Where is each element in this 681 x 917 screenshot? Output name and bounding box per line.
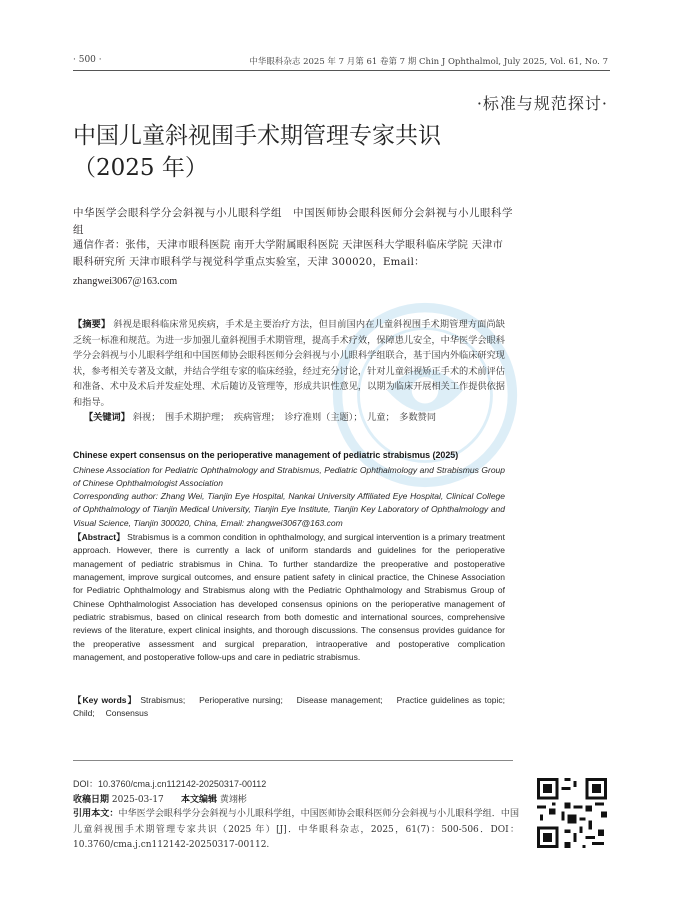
keywords-cn <box>84 409 504 423</box>
qr-code-icon[interactable] <box>534 775 610 851</box>
title-line-1: 中国儿童斜视围手术期管理专家共识 <box>73 123 441 149</box>
received-label: 收稿日期 <box>73 795 110 805</box>
corresponding-author-cn: 通信作者：张伟，天津市眼科医院 南开大学附属眼科医院 天津医科大学眼科临床学院 天津市眼科研究所 天津市眼科学与视觉科学重点实验室，天津 300020，Email： <box>73 240 504 268</box>
citation <box>73 807 519 854</box>
keywords-cn-text: 斜视； 围手术期护理； 疾病管理； 诊疗准则（主题）； 儿童； 多数赞同 <box>132 412 437 423</box>
citation-text: 中华医学会眼科学分会斜视与小儿眼科学组，中国医师协会眼科医师分会斜视与小儿眼科学组．中国儿童斜视围手术期管理专家共识（2025 年）[J]．中华眼科杂志，2025，61(7)：500-506．DOI：10.3760/cma.j.cn112142-20250317-00112. <box>73 809 519 850</box>
received-value: 2025-03-17 <box>111 795 164 805</box>
column-label: ·标准与规范探讨· <box>476 94 608 113</box>
page-number: · 500 · <box>73 55 102 65</box>
english-keywords-label: 【Key words】 <box>73 695 137 705</box>
header-divider <box>73 70 610 71</box>
english-keywords-text: Strabismus; Perioperative nursing; Disease management; Practice guidelines as topic; Child; Consensus <box>73 695 516 719</box>
citation-label: 引用本文： <box>73 809 119 819</box>
title-line-2: （2025 年） <box>73 155 208 181</box>
english-corresponding: Corresponding author: Zhang Wei, Tianjin Eye Hospital, Nankai University Affiliated Eye Hospital, Clinical College of Ophthalmology of Tianjin Medical University, Tianjin Eye Institute, Tianjin Key Laboratory of Ophthalmology and Visual Science, Tianjin 300020, China, Email: zhangwei3067@163.com <box>73 491 505 528</box>
corresponding-email: zhangwei3067@163.com <box>73 276 178 287</box>
english-keywords <box>73 694 516 721</box>
keywords-cn-label: 【关键词】 <box>84 412 130 423</box>
english-abstract <box>73 531 505 664</box>
english-title: Chinese expert consensus on the perioperative management of pediatric strabismus (2025) <box>73 450 459 460</box>
abstract-cn-text: 斜视是眼科临床常见疾病，手术是主要治疗方法，但目前国内在儿童斜视围手术期管理方面尚缺乏统一标准和规范。为进一步加强儿童斜视围手术期管理，提高手术疗效，保障患儿安全，中华医学会眼科学分会斜视与小儿眼科学组和中国医师协会眼科医师分会斜视与小儿眼科学组联合，基于国内外临床研究现状，参考相关专著及文献，并结合学组专家的临床经验，经过充分讨论，针对儿童斜视矫正手术的术前评估和准备、术中及术后并发症处理、术后随访及管理等，形成共识性意见，以期为临床开展相关工作提供依据和指导。 <box>73 319 505 408</box>
article-title <box>73 120 441 184</box>
english-abstract-label: 【Abstract】 <box>73 532 125 542</box>
journal-header: 中华眼科杂志 2025 年 7 月第 61 卷第 7 期 Chin J Ophthalmol, July 2025, Vol. 61, No. 7 <box>249 57 608 67</box>
abstract-cn-label: 【摘要】 <box>73 319 111 330</box>
authors-cn: 中华医学会眼科学分会斜视与小儿眼科学组 中国医师协会眼科医师分会斜视与小儿眼科学组 <box>73 207 513 236</box>
editor-value: 黄翊彬 <box>219 795 247 805</box>
editor-label: 本文编辑 <box>180 795 217 805</box>
footer-divider <box>73 760 513 761</box>
abstract-cn <box>73 317 505 411</box>
english-abstract-text: Strabismus is a common condition in ophthalmology, and surgical intervention is a primary treatment approach. However, there is currently a lack of uniform standards and guidelines for the perioperative management of pediatric strabismus in China. To further standardize the preoperative and postoperative management, improve surgical outcomes, and ensure patient safety in clinical practice, the Chinese Association for Pediatric Ophthalmology and Strabismus along with the Pediatric Ophthalmology and Strabismus Group of Chinese Ophthalmologist Association has developed consensus opinions on the perioperative management of pediatric strabismus, based on clinical research from both domestic and international sources, comprehensive reviews of the literature, expert clinical insights, and thorough discussions. The consensus provides guidance for the preoperative assessment and surgical preparation, intraoperative and postoperative complication management, and postoperative follow-ups and care in pediatric strabismus. <box>73 532 505 663</box>
english-authors: Chinese Association for Pediatric Ophthalmology and Strabismus, Pediatric Ophthalmology and Strabismus Group of Chinese Ophthalmologist Association <box>73 465 505 488</box>
doi: DOI：10.3760/cma.j.cn112142-20250317-00112 <box>73 779 267 789</box>
